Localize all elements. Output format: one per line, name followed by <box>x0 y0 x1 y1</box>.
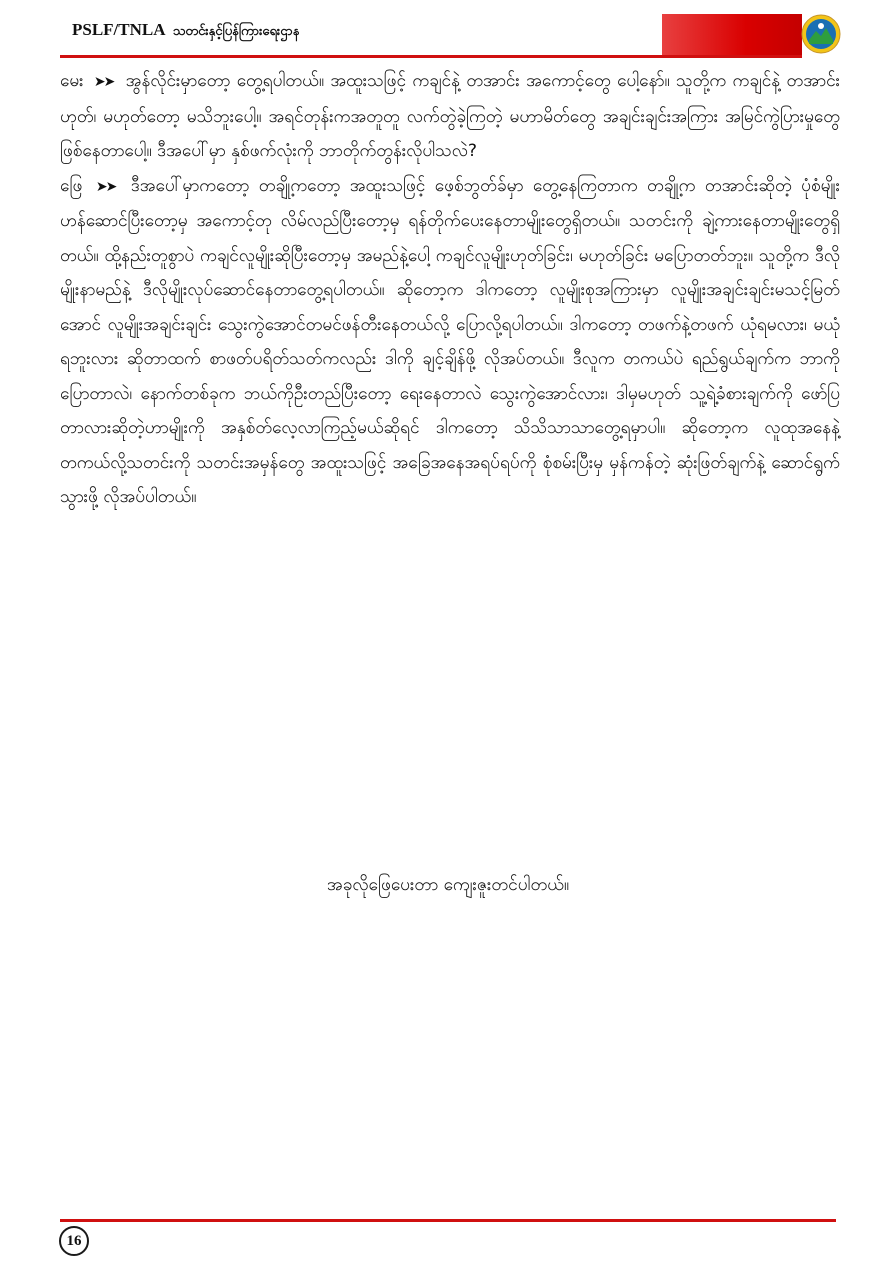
publication-name: PSLF/TNLA <box>72 20 165 39</box>
page-number: 16 <box>59 1226 89 1256</box>
answer-label: ဖြေ <box>60 175 83 196</box>
page-header <box>0 0 896 62</box>
answer-paragraph <box>60 169 840 515</box>
department-name: သတင်းနှင့်ပြန်ကြားရေးဌာန <box>172 24 300 39</box>
header-red-banner <box>662 14 802 56</box>
header-title <box>72 20 300 42</box>
tnla-emblem-icon <box>801 14 841 54</box>
answer-text: ဒီအပေါ်မှာကတော့ တချို့ကတော့ အထူးသဖြင့် ဖေ့စ်ဘွတ်ခ်မှာ တွေ့နေကြတာက တချို့က တအာင်းဆိုတဲ့ ပုံစံမျိုးဟန်ဆောင်ပြီးတော့မှ အကောင့်တု လိမ်လည်ပြီးတော့မှ ရန်တိုက်ပေးနေတာမျိုးတွေရှိတယ်။ သတင်းကို ချဲ့ကားနေတာမျိုးတွေရှိတယ်။ ထို့နည်းတူစွာပဲ ကချင်လူမျိုးဆိုပြီးတော့မှ အမည်နဲ့ပေါ့ ကချင်လူမျိုးဟုတ်ခြင်း၊ မဟုတ်ခြင်း မပြောတတ်ဘူး။ သူတို့က ဒီလိုမျိုးနာမည်နဲ့ ဒီလိုမျိုးလုပ်ဆောင်နေတာတွေ့ရပါတယ်။ ဆိုတော့က ဒါကတော့ လူမျိုးစုအကြားမှာ လူမျိုးအချင်းချင်းမသင့်မြတ်အောင် လူမျိုးအချင်းချင်း သွေးကွဲအောင်တမင်ဖန်တီးနေတယ်လို့ ပြောလို့ရပါတယ်။ ဒါကတော့ တဖက်နဲ့တဖက် ယုံရမလား၊ မယုံရဘူးလား ဆိုတာထက် စာဖတ်ပရိတ်သတ်ကလည်း ဒါကို ချင့်ချိန်ဖို့ လိုအပ်တယ်။ ဒီလူက တကယ်ပဲ ရည်ရွယ်ချက်က ဘာကိုပြောတာလဲ၊ နောက်တစ်ခုက ဘယ်ကိုဦးတည်ပြီးတော့ ရေးနေတာလဲ သွေးကွဲအောင်လား၊ ဒါမှမဟုတ် သူ့ရဲ့ခံစားချက်ကို ဖော်ပြတာလားဆိုတဲ့ဟာမျိုးကို အနှစ်တ်လေ့လာကြည့်မယ်ဆိုရင် ဒါကတော့ သိသိသာသာတွေ့ရမှာပါ။ ဆိုတော့က လူထုအနေနဲ့ တကယ်လို့သတင်းကို သတင်းအမှန်တွေ အထူးသဖြင့် အခြေအနေအရပ်ရပ်ကို စုံစမ်းပြီးမှ မှန်ကန်တဲ့ ဆုံးဖြတ်ချက်နဲ့ ဆောင်ရွက်သွားဖို့ လိုအပ်ပါတယ်။ <box>60 175 841 507</box>
question-paragraph <box>60 64 840 169</box>
article-body <box>60 64 840 515</box>
closing-remark: အခုလိုဖြေပေးတာ ကျေးဇူးတင်ပါတယ်။ <box>326 875 570 895</box>
question-text: အွန်လိုင်းမှာတော့ တွေ့ရပါတယ်။ အထူးသဖြင့် ကချင်နဲ့ တအာင်း အကောင့်တွေ ပေါ့နော်။ သူတို့က ကချင်နဲ့ တအာင်း ဟုတ်၊ မဟုတ်တော့ မသိဘူးပေါ့။ အရင်တုန်းကအတူတူ လက်တွဲခဲ့ကြတဲ့ မဟာမိတ်တွေ အချင်းချင်းအကြား အမြင်ကွဲပြားမှုတွေ ဖြစ်နေတာပေါ့။ ဒီအပေါ်မှာ နှစ်ဖက်လုံးကို ဘာတိုက်တွန်းလိုပါသလဲ? <box>60 71 840 161</box>
question-label: မေး <box>60 71 84 91</box>
footer-divider <box>60 1219 836 1222</box>
double-arrow-icon: ➤➤ <box>93 74 114 90</box>
double-arrow-icon: ➤➤ <box>95 178 116 195</box>
header-divider <box>60 55 802 58</box>
